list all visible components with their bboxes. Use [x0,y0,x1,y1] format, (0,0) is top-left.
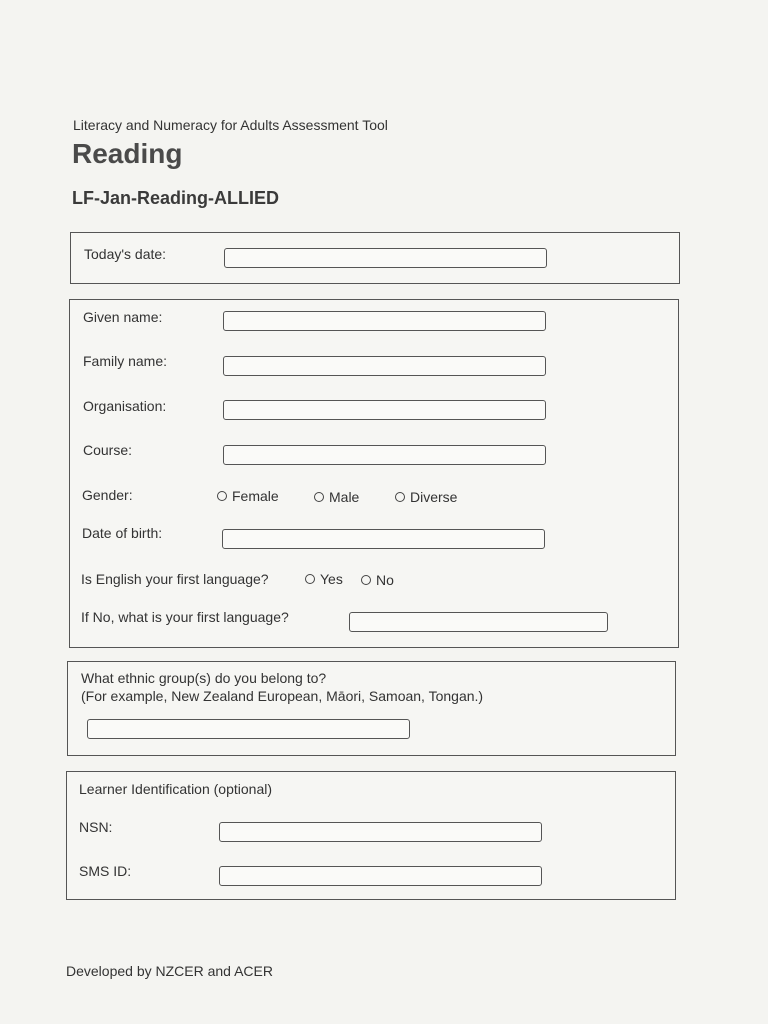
given-name-label: Given name: [83,309,163,325]
organisation-label: Organisation: [83,398,167,414]
course-input[interactable] [223,445,546,465]
organisation-input[interactable] [223,400,546,420]
sms-id-input[interactable] [219,866,542,886]
english-first-label: Is English your first language? [81,571,269,587]
footer-credit: Developed by NZCER and ACER [66,963,273,979]
todays-date-label: Today's date: [84,246,167,262]
learner-id-section [66,771,676,900]
first-language-input[interactable] [349,612,608,632]
details-section [69,299,679,648]
gender-diverse-label: Diverse [410,489,458,505]
english-no-radio[interactable] [361,572,394,588]
ethnicity-question: What ethnic group(s) do you belong to? [81,670,327,686]
form-code: LF-Jan-Reading-ALLIED [72,188,279,208]
course-label: Course: [83,442,133,458]
radio-circle-icon [361,575,371,585]
given-name-input[interactable] [223,311,546,331]
date-section [70,232,680,284]
learner-id-heading: Learner Identification (optional) [79,781,273,797]
dob-input[interactable] [222,529,545,549]
nsn-input[interactable] [219,822,542,842]
page-title: Reading [72,138,183,169]
english-yes-radio[interactable] [305,571,343,587]
gender-diverse-radio[interactable] [395,489,457,505]
family-name-label: Family name: [83,353,168,369]
radio-circle-icon [217,491,227,501]
gender-male-label: Male [329,489,360,505]
ethnicity-input[interactable] [87,719,410,739]
sms-id-label: SMS ID: [79,863,132,879]
tool-subtitle: Literacy and Numeracy for Adults Assessment Tool [73,117,388,133]
family-name-input[interactable] [223,356,546,376]
todays-date-input[interactable] [224,248,547,268]
english-yes-label: Yes [320,571,343,587]
gender-label: Gender: [82,487,133,503]
nsn-label: NSN: [79,819,113,835]
english-no-label: No [376,572,394,588]
dob-label: Date of birth: [82,525,163,541]
ethnicity-section [67,661,676,756]
gender-male-radio[interactable] [314,489,359,505]
first-language-label: If No, what is your first language? [81,609,289,625]
gender-female-radio[interactable] [217,488,279,504]
gender-female-label: Female [232,488,279,504]
radio-circle-icon [305,574,315,584]
ethnicity-example: (For example, New Zealand European, Māori, Samoan, Tongan.) [81,688,484,704]
radio-circle-icon [314,492,324,502]
radio-circle-icon [395,492,405,502]
